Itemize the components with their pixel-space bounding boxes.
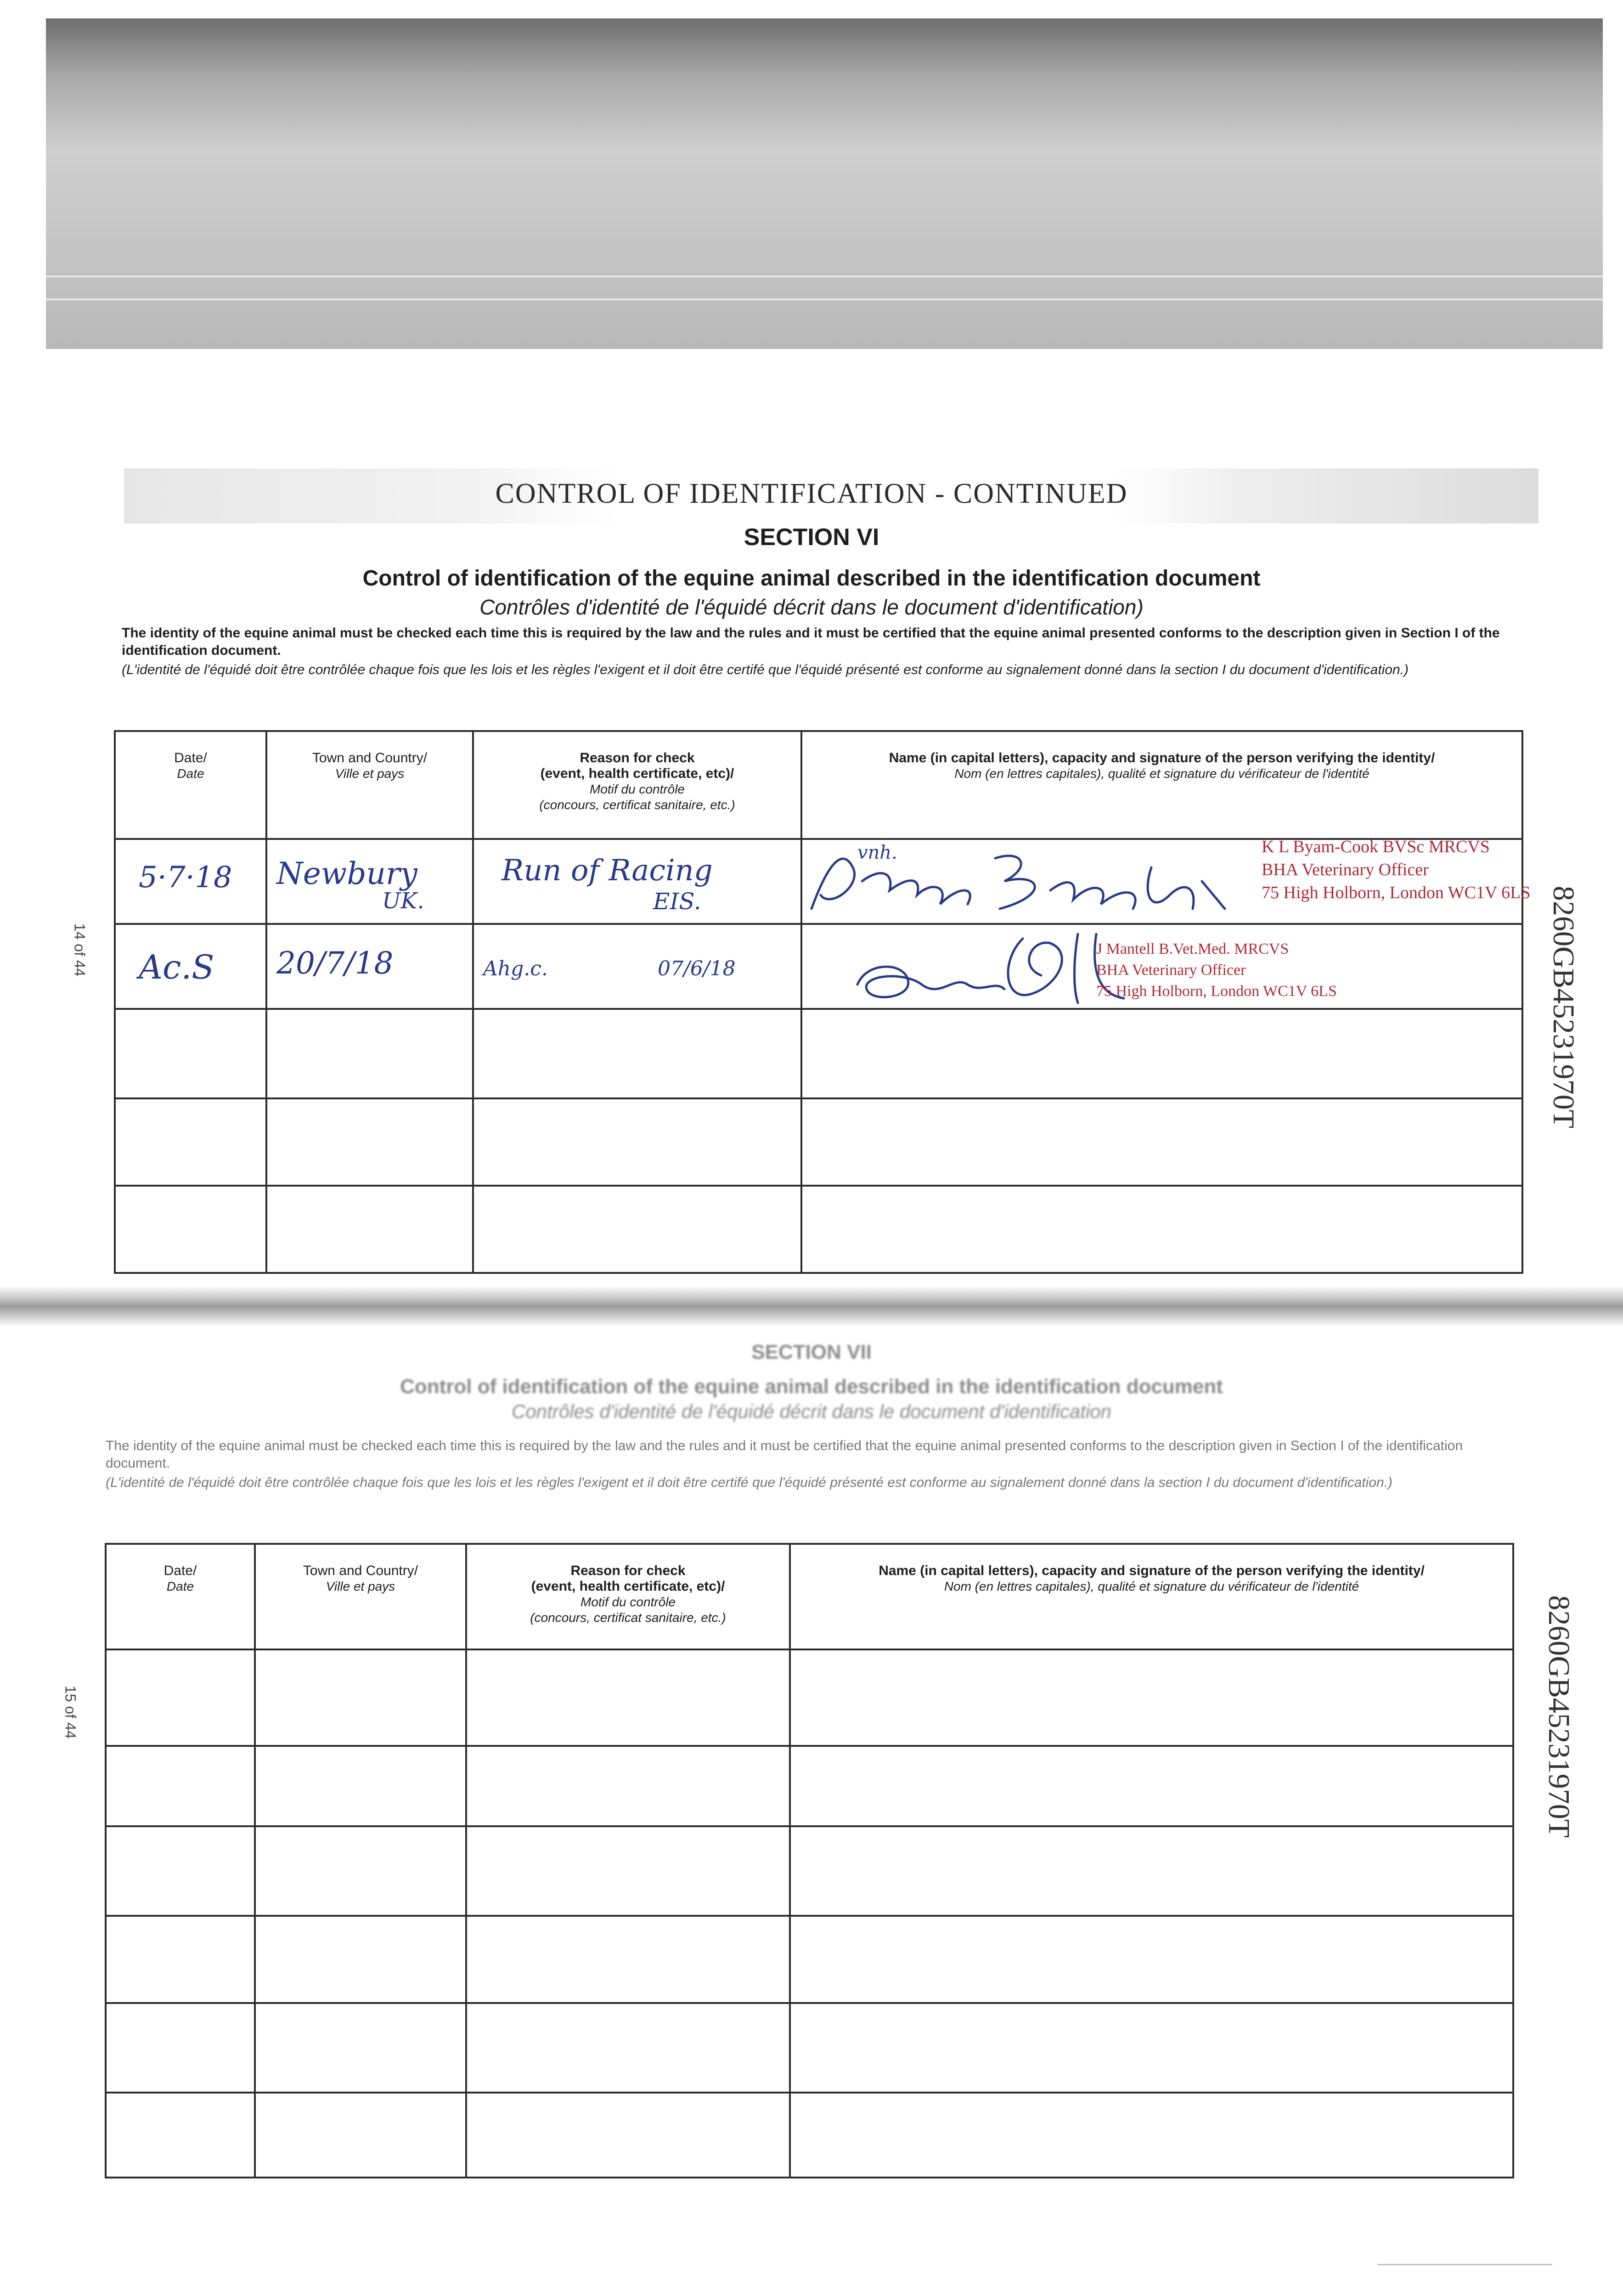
cell-signature [801,837,1531,924]
handwritten-reason-2: EIS. [653,888,701,915]
table-row [115,839,1522,924]
name-header-en: Name (in capital letters), capacity and signature of the person verifying the identity/ [889,750,1435,765]
table-header-row [106,1544,1513,1649]
reason-header-en: Reason for check [570,1563,686,1578]
reason-header [473,731,801,839]
passport-number: 8260GB45231970T [1542,1595,1576,1838]
reason-header-fr: Motif du contrôle [590,782,685,796]
subtitle-english: Control of identification of the equine animal described in the identification document [362,566,1261,591]
name-header [801,731,1522,839]
page-heading: CONTROL OF IDENTIFICATION - CONTINUED [495,478,1128,509]
identification-table [105,1543,1514,2178]
identification-table [114,730,1531,1274]
page-number: 15 of 44 [62,1685,79,1739]
handwritten-date: Ac.S [139,948,214,986]
table-row [106,1649,1513,1746]
table-row [106,1916,1513,2003]
handwritten-note: vnh. [857,842,897,863]
subtitle-french: Contrôles d'identité de l'équidé décrit dans le document d'identification [512,1401,1111,1422]
town-header [266,731,473,839]
stamp-name: K L Byam-Cook BVSc MRCVS [1262,837,1490,856]
cell-town [266,924,473,1009]
subtitle-french: Contrôles d'identité de l'équidé décrit dans le document d'identification) [479,595,1144,619]
cell-reason [473,839,801,924]
stamp-role: BHA Veterinary Officer [1096,962,1246,979]
town-header-fr: Ville et pays [326,1579,395,1593]
date-header-en: Date/ [163,1563,197,1578]
town-header-en: Town and Country/ [312,750,428,765]
reason-header-fr: Motif du contrôle [580,1595,676,1609]
reason-header-en-2: (event, health certificate, etc)/ [531,1579,725,1594]
section-title: SECTION VII [751,1341,872,1363]
name-header-fr: Nom (en lettres capitales), qualité et signature du vérificateur de l'identité [944,1579,1359,1593]
date-header-fr: Date [177,766,204,781]
table-row [106,2003,1513,2093]
signature-mark [802,840,1234,925]
subtitle-english: Control of identification of the equine animal described in the identification document [400,1375,1223,1398]
vet-stamp [1262,835,1531,904]
table-row [115,924,1522,1009]
date-header [106,1544,255,1649]
instructions-french: (L'identité de l'équidé doit être contrôlée chaque fois que les lois et les règles l'exigent et il doit être certifé que l'équidé présenté est conforme au signalement donné dans la section I du document d'identification.) [122,662,1409,677]
scan-line [46,298,1603,300]
table-row [106,2093,1513,2178]
scan-line [46,276,1603,277]
section-title: SECTION VI [744,524,879,551]
date-header [115,731,266,839]
instructions-english: The identity of the equine animal must be checked each time this is required by the law and the rules and it must be certified that the equine animal presented conforms to the description given in Section I of the identification document. [122,625,1500,658]
date-header-fr: Date [166,1579,194,1593]
table-header-row [115,731,1522,839]
page-fold [0,1286,1623,1327]
handwritten-town: 20/7/18 [276,945,394,981]
reason-header-fr-2: (concours, certificat sanitaire, etc.) [530,1610,726,1625]
cell-reason [473,924,801,1009]
table-row [115,1098,1522,1186]
name-header-fr: Nom (en lettres capitales), qualité et signature du vérificateur de l'identité [954,766,1369,781]
vet-stamp [1096,939,1337,1002]
table-row [106,1826,1513,1916]
name-header-en: Name (in capital letters), capacity and signature of the person verifying the identity/ [879,1563,1425,1578]
reason-header [466,1544,790,1649]
stamp-address: 75 High Holborn, London WC1V 6LS [1096,983,1337,1000]
name-header [790,1544,1513,1649]
handwritten-country: UK. [382,888,424,914]
stamp-name: J Mantell B.Vet.Med. MRCVS [1096,940,1289,957]
town-header-fr: Ville et pays [335,766,405,781]
passport-number: 8260GB45231970T [1547,886,1580,1128]
scan-shadow-band [46,18,1603,349]
cell-town [266,839,473,924]
table-row [115,1009,1522,1098]
reason-header-en-2: (event, health certificate, etc)/ [540,766,734,781]
stamp-role: BHA Veterinary Officer [1262,860,1429,879]
table-row [115,1186,1522,1273]
instructions-french: (L'identité de l'équidé doit être contrôlée chaque fois que les lois et les règles l'exigent et il doit être certifé que l'équidé présenté est conforme au signalement donné dans la section I du document d'identification.) [106,1475,1393,1490]
handwritten-town: Newbury [276,856,417,891]
stamp-address: 75 High Holborn, London WC1V 6LS [1262,883,1531,902]
town-header [255,1544,466,1649]
handwritten-reason: Run of Racing [502,854,713,888]
date-header-en: Date/ [174,750,207,765]
reason-header-en: Reason for check [580,750,695,765]
cell-date [115,924,266,1009]
reason-header-fr-2: (concours, certificat sanitaire, etc.) [539,798,735,812]
cell-signature [801,924,1522,1009]
handwritten-reason-2: 07/6/18 [658,957,736,980]
handwritten-date: 5·7·18 [139,861,232,895]
instructions-english: The identity of the equine animal must be checked each time this is required by the law and the rules and it must be certified that the equine animal presented conforms to the description given in Section I of the identification document. [106,1438,1463,1471]
cell-date [115,839,266,924]
divider [1378,2264,1552,2265]
handwritten-reason: Ahg.c. [483,957,548,980]
town-header-en: Town and Country/ [303,1563,418,1578]
page-number: 14 of 44 [71,923,88,977]
table-row [106,1746,1513,1826]
